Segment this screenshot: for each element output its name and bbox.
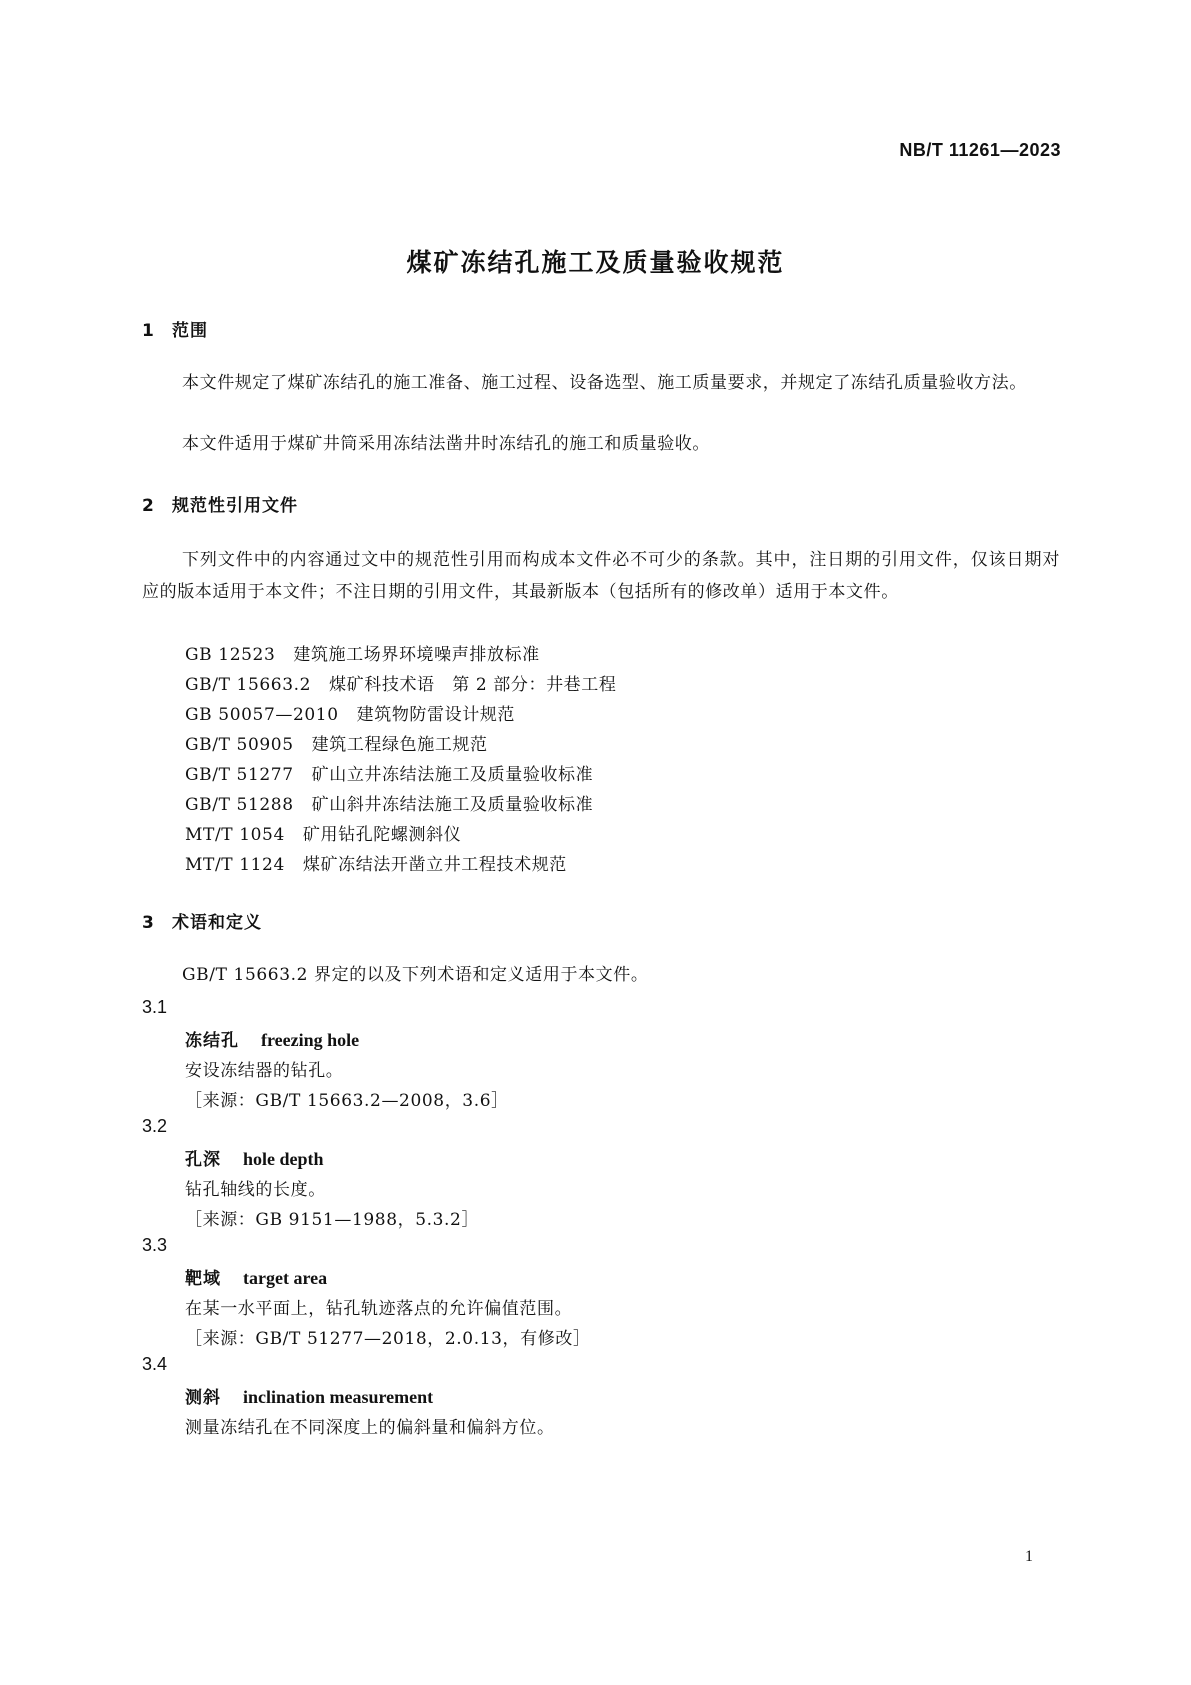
reference-title: 矿山立井冻结法施工及质量验收标准: [311, 765, 594, 785]
reference-item: [185, 760, 593, 785]
section-2-heading: [142, 491, 298, 516]
term-source: ［来源：GB/T 15663.2—2008，3.6］: [185, 1091, 509, 1111]
section-number: 1: [142, 321, 155, 341]
document-title: 煤矿冻结孔施工及质量验收规范: [406, 248, 785, 277]
section-title: 范围: [172, 321, 208, 341]
term-name-en: inclination measurement: [243, 1387, 434, 1407]
term-definition: 测量冻结孔在不同深度上的偏斜量和偏斜方位。: [185, 1418, 555, 1438]
reference-code: GB 50057—2010: [185, 705, 339, 725]
term-number: 3.3: [142, 1235, 168, 1255]
section-1-heading: [142, 316, 208, 341]
section-2-intro: 下列文件中的内容通过文中的规范性引用而构成本文件必不可少的条款。其中，注日期的引用文件，仅该日期对应的版本适用于本文件；不注日期的引用文件，其最新版本（包括所有的修改单）适用于本文件。: [142, 550, 1060, 602]
reference-title: 煤矿冻结法开凿立井工程技术规范: [302, 855, 567, 875]
reference-title: 建筑物防雷设计规范: [356, 705, 516, 725]
section-title: 规范性引用文件: [172, 496, 298, 516]
term-name-zh: 孔深: [185, 1150, 221, 1170]
reference-code: GB/T 15663.2: [185, 675, 312, 695]
term-source: ［来源：GB 9151—1988，5.3.2］: [185, 1210, 480, 1230]
term-definition: 钻孔轴线的长度。: [185, 1180, 326, 1200]
term-name-zh: 靶域: [185, 1269, 221, 1289]
page-number: 1: [1025, 1548, 1033, 1565]
term-name: [185, 1383, 433, 1408]
reference-title: 建筑工程绿色施工规范: [311, 735, 488, 755]
term-definition: 在某一水平面上，钻孔轨迹落点的允许偏值范围。: [185, 1299, 573, 1319]
section-1-paragraph-1: 本文件规定了煤矿冻结孔的施工准备、施工过程、设备选型、施工质量要求，并规定了冻结孔质量验收方法。: [182, 373, 1027, 393]
term-source: ［来源：GB/T 51277—2018，2.0.13，有修改］: [185, 1329, 591, 1349]
term-name-en: hole depth: [243, 1149, 324, 1169]
term-number: 3.1: [142, 997, 168, 1017]
term-name: [185, 1145, 324, 1170]
reference-item: [185, 640, 540, 665]
reference-item: [185, 730, 488, 755]
section-3-heading: [142, 908, 262, 933]
term-name-en: target area: [243, 1268, 328, 1288]
reference-title: 矿用钻孔陀螺测斜仪: [302, 825, 462, 845]
reference-item: [185, 670, 616, 695]
section-number: 3: [142, 913, 155, 933]
term-name: [185, 1264, 327, 1289]
reference-title: 煤矿科技术语 第 2 部分：井巷工程: [329, 675, 617, 695]
term-name: [185, 1026, 359, 1051]
term-number: 3.4: [142, 1354, 168, 1374]
reference-code: MT/T 1054: [185, 825, 285, 845]
reference-item: [185, 790, 593, 815]
section-number: 2: [142, 496, 155, 516]
reference-title: 建筑施工场界环境噪声排放标准: [293, 645, 540, 665]
reference-code: MT/T 1124: [185, 855, 285, 875]
reference-code: GB 12523: [185, 645, 276, 665]
reference-item: [185, 820, 461, 845]
term-name-zh: 冻结孔: [185, 1031, 239, 1051]
term-number: 3.2: [142, 1116, 168, 1136]
section-title: 术语和定义: [172, 913, 262, 933]
reference-code: GB/T 51277: [185, 765, 294, 785]
term-name-en: freezing hole: [261, 1030, 360, 1050]
reference-item: [185, 700, 515, 725]
section-1-paragraph-2: 本文件适用于煤矿井筒采用冻结法凿井时冻结孔的施工和质量验收。: [182, 434, 710, 454]
term-name-zh: 测斜: [185, 1388, 221, 1408]
reference-code: GB/T 51288: [185, 795, 294, 815]
reference-title: 矿山斜井冻结法施工及质量验收标准: [311, 795, 594, 815]
standard-code: NB/T 11261—2023: [899, 140, 1061, 160]
term-definition: 安设冻结器的钻孔。: [185, 1061, 344, 1081]
reference-item: [185, 850, 567, 875]
section-3-intro: GB/T 15663.2 界定的以及下列术语和定义适用于本文件。: [182, 965, 649, 985]
reference-code: GB/T 50905: [185, 735, 294, 755]
